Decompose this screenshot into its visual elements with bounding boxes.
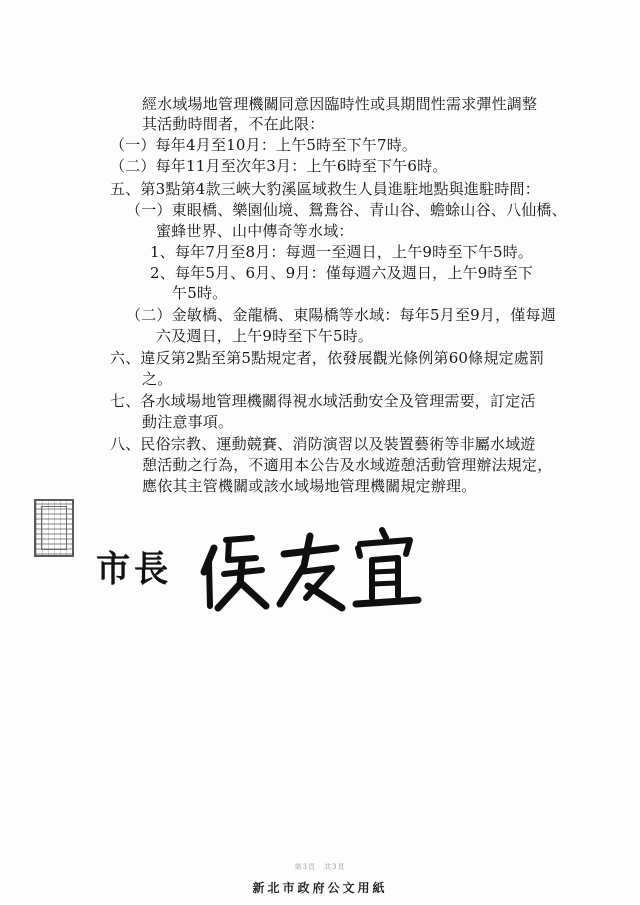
- text-line: （一）東眼橋、樂園仙境、鴛鴦谷、青山谷、蟾蜍山谷、八仙橋、: [126, 201, 567, 219]
- text-line: 之。: [142, 370, 173, 388]
- text-line: 蜜蜂世界、山中傳奇等水域：: [156, 222, 354, 240]
- text-line: （一）每年4月至10月：上午5時至下午7時。: [110, 136, 418, 154]
- text-line: 憩活動之行為，不適用本公告及水域遊憩活動管理辦法規定，: [142, 456, 553, 474]
- text-line: 午5時。: [172, 284, 228, 302]
- text-line: 六、違反第2點至第5點規定者，依發展觀光條例第60條規定處罰: [110, 349, 545, 367]
- footer-paper-label: 新北市政府公文用紙: [252, 881, 388, 895]
- text-line: 七、各水域場地管理機關得視水域活動安全及管理需要，訂定活: [110, 392, 536, 410]
- mayor-title: 市長: [96, 548, 173, 590]
- text-line: 應依其主管機關或該水域場地管理機關規定辦理。: [142, 477, 477, 495]
- text-line: 2、每年5月、6月、9月：僅每週六及週日，上午9時至下: [150, 264, 534, 282]
- text-line: （二）金敏橋、金龍橋、東陽橋等水域：每年5月至9月，僅每週: [126, 306, 556, 324]
- text-line: 其活動時間者，不在此限：: [142, 115, 325, 133]
- text-line: 1、每年7月至8月：每週一至週日，上午9時至下午5時。: [150, 243, 534, 261]
- text-line: 五、第3點第4款三峽大豹溪區域救生人員進駐地點與進駐時間：: [110, 180, 540, 198]
- text-line: （二）每年11月至次年3月：上午6時至下午6時。: [110, 157, 448, 175]
- text-line: 六及週日，上午9時至下午5時。: [156, 327, 374, 345]
- text-line: 八、民俗宗教、運動競賽、消防演習以及裝置藝術等非屬水域遊: [110, 435, 536, 453]
- text-line: 動注意事項。: [142, 413, 234, 431]
- official-seal-stamp: [34, 499, 74, 557]
- mayor-signature: [196, 526, 430, 612]
- seal-inner-border: [41, 506, 67, 550]
- page-number: 第3頁 共3頁: [294, 863, 346, 871]
- text-line: 經水域場地管理機關同意因臨時性或具期間性需求彈性調整: [142, 95, 538, 113]
